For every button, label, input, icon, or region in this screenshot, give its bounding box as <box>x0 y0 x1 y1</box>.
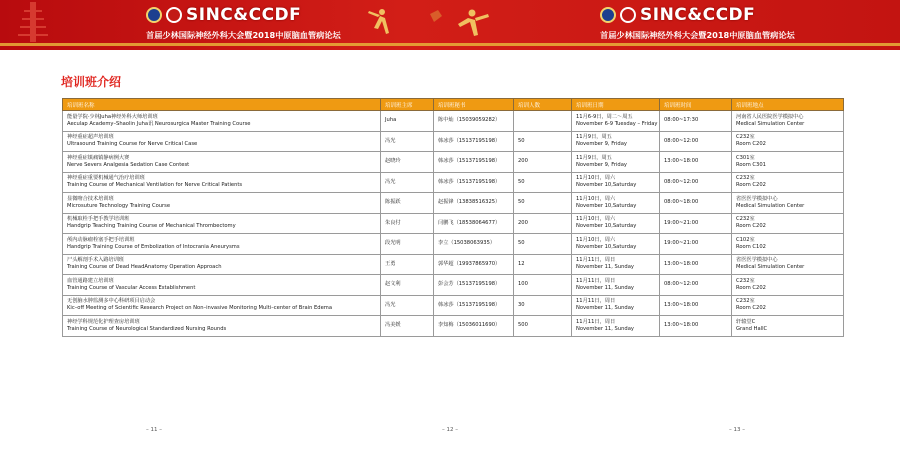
location-text: 河南省人民医院医学模拟中心 <box>736 113 804 120</box>
location-text: 省医医学模拟中心 <box>736 257 778 264</box>
course-name-cell <box>63 295 381 316</box>
time-text: 13:00~18:00 <box>664 260 699 267</box>
location-cell <box>732 213 844 234</box>
column-header: 培训班名称 <box>63 99 381 111</box>
table-row <box>63 193 844 214</box>
column-header: 培训班地点 <box>732 99 844 111</box>
time-cell <box>660 111 732 132</box>
participants-cell <box>514 172 572 193</box>
table-row <box>63 152 844 173</box>
date-cell <box>572 295 660 316</box>
time-cell <box>660 172 732 193</box>
participants-cell <box>514 275 572 296</box>
course-name-text: 机械取栓手把手教学培训班 <box>67 216 130 223</box>
course-name-cell <box>63 275 381 296</box>
location-cell <box>732 172 844 193</box>
emblem-icon <box>146 7 162 23</box>
chair-text: 冯光 <box>385 137 396 144</box>
date-cell <box>572 152 660 173</box>
course-name-text: Aeculap Academy–Shaolin Juha讯 Neurosurgica Master Training Course <box>67 120 251 127</box>
participants-cell <box>514 295 572 316</box>
table-row <box>63 131 844 152</box>
location-text: Room C202 <box>736 223 766 230</box>
date-text: 11月9日，周五 <box>576 154 612 161</box>
location-text: C232室 <box>736 298 755 305</box>
participants-text: 50 <box>518 137 525 144</box>
location-text: Grand HallC <box>736 325 768 332</box>
course-name-text: Training Course of Dead HeadAnatomy Operation Approach <box>67 264 222 271</box>
secretary-text: 赵振锋（13838516325） <box>438 199 501 206</box>
date-text: November 11, Sunday <box>576 325 634 332</box>
location-cell <box>732 254 844 275</box>
secretary-cell <box>434 193 514 214</box>
secretary-text: 彭会芳（15137195198） <box>438 281 501 288</box>
time-text: 13:00~18:00 <box>664 322 699 329</box>
location-cell <box>732 316 844 337</box>
time-cell <box>660 316 732 337</box>
time-cell <box>660 152 732 173</box>
course-name-cell <box>63 172 381 193</box>
emblem-icon <box>166 7 182 23</box>
location-cell <box>732 111 844 132</box>
course-name-text: 无创脑水肿监测多中心科研项目启动会 <box>67 298 156 305</box>
training-course-table <box>62 98 844 337</box>
location-text: 省医医学模拟中心 <box>736 195 778 202</box>
column-header: 培训班主席 <box>381 99 434 111</box>
date-text: 11月11日，周日 <box>576 277 616 284</box>
time-cell <box>660 131 732 152</box>
location-text: Medical Simulation Center <box>736 264 805 271</box>
chair-text: 段光明 <box>385 240 401 247</box>
course-name-text: Training Course of Vascular Access Establishment <box>67 284 196 291</box>
secretary-cell <box>434 316 514 337</box>
participants-cell <box>514 213 572 234</box>
date-text: 11月10日，周六 <box>576 216 616 223</box>
table-row <box>63 275 844 296</box>
table-row <box>63 111 844 132</box>
secretary-cell <box>434 131 514 152</box>
chair-text: 赵文利 <box>385 281 401 288</box>
participants-cell <box>514 316 572 337</box>
date-text: 11月10日，周六 <box>576 236 616 243</box>
banner-stripe <box>0 43 900 46</box>
location-text: C232室 <box>736 277 755 284</box>
pagoda-icon <box>4 0 64 44</box>
location-text: Room C301 <box>736 161 766 168</box>
time-text: 08:00~12:00 <box>664 178 699 185</box>
secretary-cell <box>434 234 514 255</box>
table-row <box>63 316 844 337</box>
table-row <box>63 254 844 275</box>
chair-cell <box>381 213 434 234</box>
date-cell <box>572 172 660 193</box>
brand-block-left <box>146 4 386 44</box>
header-banner <box>0 0 900 50</box>
location-text: C301室 <box>736 154 755 161</box>
time-cell <box>660 213 732 234</box>
chair-cell <box>381 172 434 193</box>
participants-cell <box>514 111 572 132</box>
course-name-cell <box>63 111 381 132</box>
column-header: 培训人数 <box>514 99 572 111</box>
date-cell <box>572 254 660 275</box>
date-text: 11月11日，周日 <box>576 318 616 325</box>
kungfu-figures-icon <box>360 4 510 44</box>
secretary-cell <box>434 152 514 173</box>
course-name-text: 神经学科规范化护理查房培训班 <box>67 318 140 325</box>
course-name-text: Microsuture Technology Training Course <box>67 202 171 209</box>
chair-cell <box>381 316 434 337</box>
time-cell <box>660 193 732 214</box>
participants-text: 50 <box>518 178 525 185</box>
course-name-text: Training Course of Mechanical Ventilation for Nerve Critical Patients <box>67 182 243 189</box>
course-name-text: 颅内动脉瘤栓塞手把手培训班 <box>67 236 135 243</box>
location-text: Medical Simulation Center <box>736 120 805 127</box>
course-name-cell <box>63 152 381 173</box>
table-header-row <box>63 99 844 111</box>
location-text: Room C202 <box>736 182 766 189</box>
secretary-cell <box>434 111 514 132</box>
chair-text: 王勇 <box>385 260 396 267</box>
location-text: C232室 <box>736 134 755 141</box>
chair-cell <box>381 152 434 173</box>
course-name-text: Ultrasound Training Course for Nerve Critical Case <box>67 141 198 148</box>
location-text: Room C202 <box>736 141 766 148</box>
participants-text: 100 <box>518 281 528 288</box>
page-number: – 11 – <box>146 427 162 433</box>
location-text: Room C102 <box>736 243 766 250</box>
secretary-text: 李立（15038063935） <box>438 240 496 247</box>
date-text: 11月10日，周六 <box>576 195 616 202</box>
participants-cell <box>514 152 572 173</box>
time-text: 19:00~21:00 <box>664 219 699 226</box>
date-cell <box>572 316 660 337</box>
secretary-text: 陈中灿（15039059282） <box>438 117 501 124</box>
chair-cell <box>381 295 434 316</box>
secretary-cell <box>434 213 514 234</box>
location-text: C102室 <box>736 236 755 243</box>
participants-text: 30 <box>518 301 525 308</box>
course-name-text: 神经重症重要机械通气治疗培训班 <box>67 175 145 182</box>
date-text: November 10,Saturday <box>576 202 637 209</box>
chair-cell <box>381 275 434 296</box>
time-text: 08:00~18:00 <box>664 199 699 206</box>
date-cell <box>572 275 660 296</box>
location-cell <box>732 234 844 255</box>
table-row <box>63 234 844 255</box>
date-cell <box>572 234 660 255</box>
course-name-text: 能量学院·少林Juha神经外科大师培训班 <box>67 113 158 120</box>
chair-text: 冯美媛 <box>385 322 401 329</box>
course-name-text: 显微吻合技术培训班 <box>67 195 114 202</box>
page-number: – 13 – <box>729 427 745 433</box>
time-cell <box>660 254 732 275</box>
time-text: 13:00~18:00 <box>664 301 699 308</box>
chair-text: 陈振跃 <box>385 199 401 206</box>
participants-cell <box>514 234 572 255</box>
date-text: 11月11日，周日 <box>576 257 616 264</box>
course-name-cell <box>63 213 381 234</box>
table-row <box>63 213 844 234</box>
secretary-text: 郭华超（19937865970） <box>438 260 501 267</box>
page-number: – 12 – <box>442 427 458 433</box>
course-name-text: Nerve Severs Analgesia Sedation Case Contest <box>67 161 190 168</box>
date-text: 11月11日，周日 <box>576 298 616 305</box>
secretary-text: 韩冰莎（15137195198） <box>438 178 501 185</box>
course-name-cell <box>63 234 381 255</box>
secretary-text: 闫鹏飞（18538064677） <box>438 219 501 226</box>
secretary-cell <box>434 295 514 316</box>
course-name-text: Handgrip Teaching Training Course of Mechanical Thrombectomy <box>67 223 236 230</box>
participants-cell <box>514 131 572 152</box>
chair-text: 赵晓玲 <box>385 158 401 165</box>
course-name-cell <box>63 131 381 152</box>
course-name-cell <box>63 193 381 214</box>
participants-text: 50 <box>518 199 525 206</box>
conference-name: 首届少林国际神经外科大会暨2018中原脑血管病论坛 <box>600 30 795 40</box>
course-name-text: Kic–off Meeting of Scientific Research Project on Non–invasive Monitoring Multi–center of Brain Edema <box>67 305 333 312</box>
logo-text: SINC&CCDF <box>640 5 756 25</box>
chair-text: Juha <box>385 117 397 124</box>
secretary-cell <box>434 275 514 296</box>
time-cell <box>660 295 732 316</box>
date-text: November 9, Friday <box>576 141 627 148</box>
date-text: 11月6-9日，周二～周五 <box>576 113 633 120</box>
date-text: November 10,Saturday <box>576 223 637 230</box>
date-text: November 11, Sunday <box>576 305 634 312</box>
course-name-text: Training Course of Neurological Standardized Nursing Rounds <box>67 325 227 332</box>
time-text: 19:00~21:00 <box>664 240 699 247</box>
table-row <box>63 172 844 193</box>
participants-cell <box>514 254 572 275</box>
course-name-cell <box>63 316 381 337</box>
date-cell <box>572 131 660 152</box>
time-text: 13:00~18:00 <box>664 158 699 165</box>
date-text: November 11, Sunday <box>576 284 634 291</box>
date-cell <box>572 213 660 234</box>
brand-block-right <box>600 4 840 44</box>
time-text: 08:00~12:00 <box>664 281 699 288</box>
chair-text: 冯光 <box>385 178 396 185</box>
secretary-text: 韩冰莎（15137195198） <box>438 137 501 144</box>
course-name-text: Handgrip Training Course of Embolization of Intocrania Aneurysms <box>67 243 240 250</box>
participants-text: 200 <box>518 158 528 165</box>
course-name-text: 血管通路建立培训班 <box>67 277 114 284</box>
date-text: November 9, Friday <box>576 161 627 168</box>
time-text: 08:00~17:30 <box>664 117 699 124</box>
location-text: Medical Simulation Center <box>736 202 805 209</box>
location-text: C232室 <box>736 216 755 223</box>
date-text: November 10,Saturday <box>576 243 637 250</box>
chair-cell <box>381 111 434 132</box>
chair-text: 冯光 <box>385 301 396 308</box>
location-cell <box>732 275 844 296</box>
section-title: 培训班介绍 <box>61 75 122 89</box>
table-row <box>63 295 844 316</box>
participants-text: 200 <box>518 219 528 226</box>
course-name-text: 尸头解剖手术入路培训班 <box>67 257 125 264</box>
secretary-text: 李知梅（15036011690） <box>438 322 501 329</box>
emblem-icon <box>600 7 616 23</box>
course-name-text: 神经重症超声培训班 <box>67 134 114 141</box>
location-text: C232室 <box>736 175 755 182</box>
emblem-icon <box>620 7 636 23</box>
date-cell <box>572 111 660 132</box>
date-text: November 10,Saturday <box>576 182 637 189</box>
location-text: 轩辕堂C <box>736 318 756 325</box>
course-name-cell <box>63 254 381 275</box>
chair-cell <box>381 131 434 152</box>
time-text: 08:00~12:00 <box>664 137 699 144</box>
time-cell <box>660 234 732 255</box>
location-text: Room C202 <box>736 284 766 291</box>
date-text: 11月10日，周六 <box>576 175 616 182</box>
location-cell <box>732 152 844 173</box>
location-cell <box>732 131 844 152</box>
logo-text: SINC&CCDF <box>186 5 302 25</box>
chair-cell <box>381 254 434 275</box>
column-header: 培训班日期 <box>572 99 660 111</box>
location-cell <box>732 193 844 214</box>
chair-cell <box>381 234 434 255</box>
participants-text: 50 <box>518 240 525 247</box>
secretary-cell <box>434 172 514 193</box>
conference-name: 首届少林国际神经外科大会暨2018中原脑血管病论坛 <box>146 30 341 40</box>
secretary-text: 韩冰莎（15137195198） <box>438 158 501 165</box>
participants-text: 500 <box>518 322 528 329</box>
time-cell <box>660 275 732 296</box>
location-text: Room C202 <box>736 305 766 312</box>
date-cell <box>572 193 660 214</box>
location-cell <box>732 295 844 316</box>
chair-text: 朱良付 <box>385 219 401 226</box>
participants-cell <box>514 193 572 214</box>
column-header: 培训班秘书 <box>434 99 514 111</box>
course-name-text: 神经重症镇痛镇静病例大赛 <box>67 154 130 161</box>
date-text: November 6-9 Tuesday – Friday <box>576 120 658 127</box>
date-text: November 11, Sunday <box>576 264 634 271</box>
secretary-text: 韩冰莎（15137195198） <box>438 301 501 308</box>
secretary-cell <box>434 254 514 275</box>
column-header: 培训班时间 <box>660 99 732 111</box>
date-text: 11月9日，周五 <box>576 134 612 141</box>
chair-cell <box>381 193 434 214</box>
participants-text: 12 <box>518 260 525 267</box>
